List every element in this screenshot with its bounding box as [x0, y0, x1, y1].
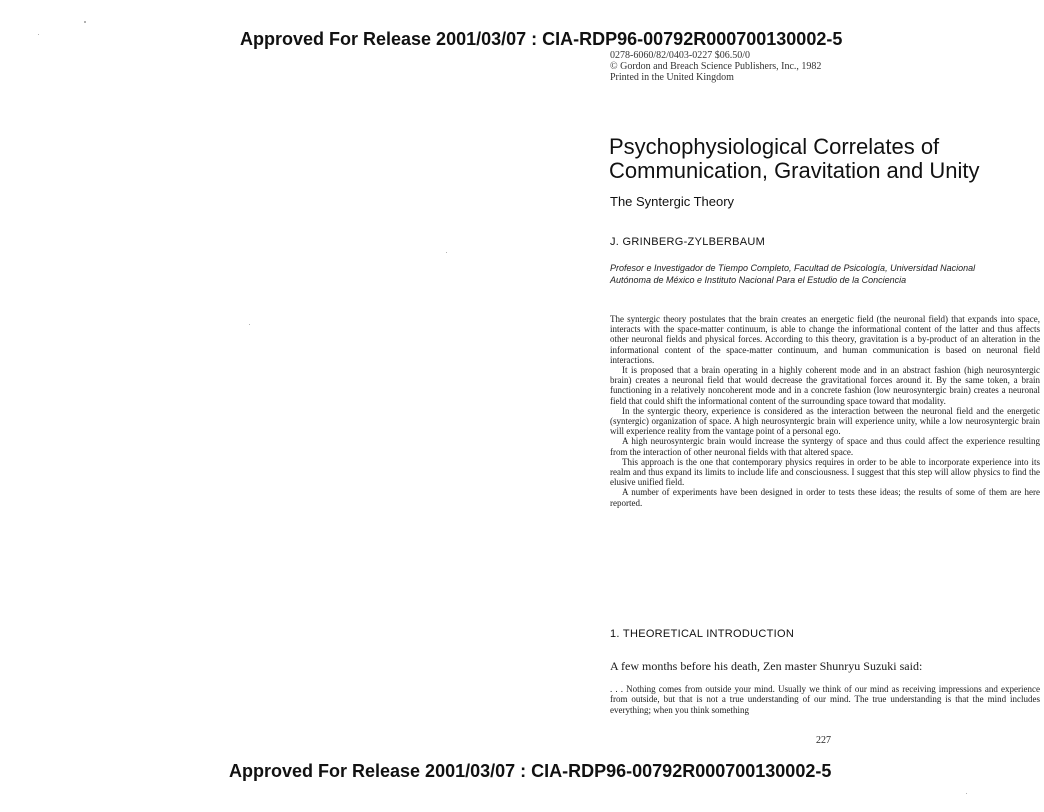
- abstract-paragraph: A high neurosyntergic brain would increase the syntergy of space and thus could affect the experience resulting from the interaction of other neuronal fields with that altered space.: [610, 436, 1040, 457]
- author-affiliation: [610, 262, 1040, 286]
- copyright-line: © Gordon and Breach Science Publishers, Inc., 1982: [610, 61, 822, 72]
- abstract-paragraph: It is proposed that a brain operating in a highly coherent mode and in an abstract fashion (high neurosyntergic brain) creates a neuronal field that would decrease the gravitational forces around it. By the same token, a brain functioning in a relatively noncoherent mode and in a concrete fashion (low neurosyntergic brain) creates a neuronal field that could shift the informational content of the surrounding space toward that modality.: [610, 365, 1040, 406]
- scan-speck: [38, 34, 39, 35]
- scan-speck: [84, 21, 86, 23]
- title-line-2: Communication, Gravitation and Unity: [609, 158, 980, 183]
- title-line-1: Psychophysiological Correlates of: [609, 134, 940, 159]
- printed-line: Printed in the United Kingdom: [610, 72, 734, 83]
- page-number: 227: [816, 735, 831, 746]
- article-title: [609, 135, 980, 183]
- abstract-paragraph: The syntergic theory postulates that the brain creates an energetic field (the neuronal field) that expands into space, interacts with the space-matter continuum, is able to change the informational content of the latter and thus affects other neuronal fields and physical forces. According to this theory, gravitation is a by-product of an alteration in the informational content of the space-matter continuum, and human communication is based on neuronal field interactions.: [610, 314, 1040, 365]
- affiliation-line-1: Profesor e Investigador de Tiempo Completo, Facultad de Psicología, Universidad Nacional: [610, 263, 976, 273]
- scan-speck: [249, 324, 250, 325]
- section-heading: 1. THEORETICAL INTRODUCTION: [610, 628, 795, 640]
- abstract-paragraph: A number of experiments have been designed in order to tests these ideas; the results of some of them are here reported.: [610, 487, 1040, 508]
- abstract-paragraph: This approach is the one that contemporary physics requires in order to be able to incorporate experience into its realm and thus expand its limits to include life and consciousness. I suggest that this step will allow physics to find the elusive unified field.: [610, 456, 1040, 488]
- author-name: J. GRINBERG-ZYLBERBAUM: [610, 236, 766, 248]
- abstract: [610, 314, 1040, 508]
- affiliation-line-2: Autónoma de México e Instituto Nacional Para el Estudio de la Conciencia: [610, 275, 907, 285]
- release-stamp-bottom: Approved For Release 2001/03/07 : CIA-RDP96-00792R000700130002-5: [229, 761, 832, 781]
- issn-line: 0278-6060/82/0403-0227 $06.50/0: [610, 50, 750, 61]
- suzuki-quote: . . . Nothing comes from outside your mind. Usually we think of our mind as receiving impressions and experience from outside, but that is not a true understanding of our mind. The true understanding is that the mind includes everything; when you think something: [610, 684, 1040, 715]
- section-intro: A few months before his death, Zen master Shunryu Suzuki said:: [610, 659, 923, 673]
- scan-speck: [966, 793, 967, 794]
- abstract-paragraph: In the syntergic theory, experience is considered as the interaction between the neuronal field and the energetic (syntergic) organization of space. A high neurosyntergic brain will experience unity, while a low neurosyntergic brain will experience reality from the vantage point of a personal ego.: [610, 405, 1040, 437]
- release-stamp-top: Approved For Release 2001/03/07 : CIA-RDP96-00792R000700130002-5: [240, 29, 843, 49]
- scan-speck: [446, 252, 447, 253]
- article-subtitle: The Syntergic Theory: [610, 194, 735, 209]
- journal-info: [610, 50, 821, 83]
